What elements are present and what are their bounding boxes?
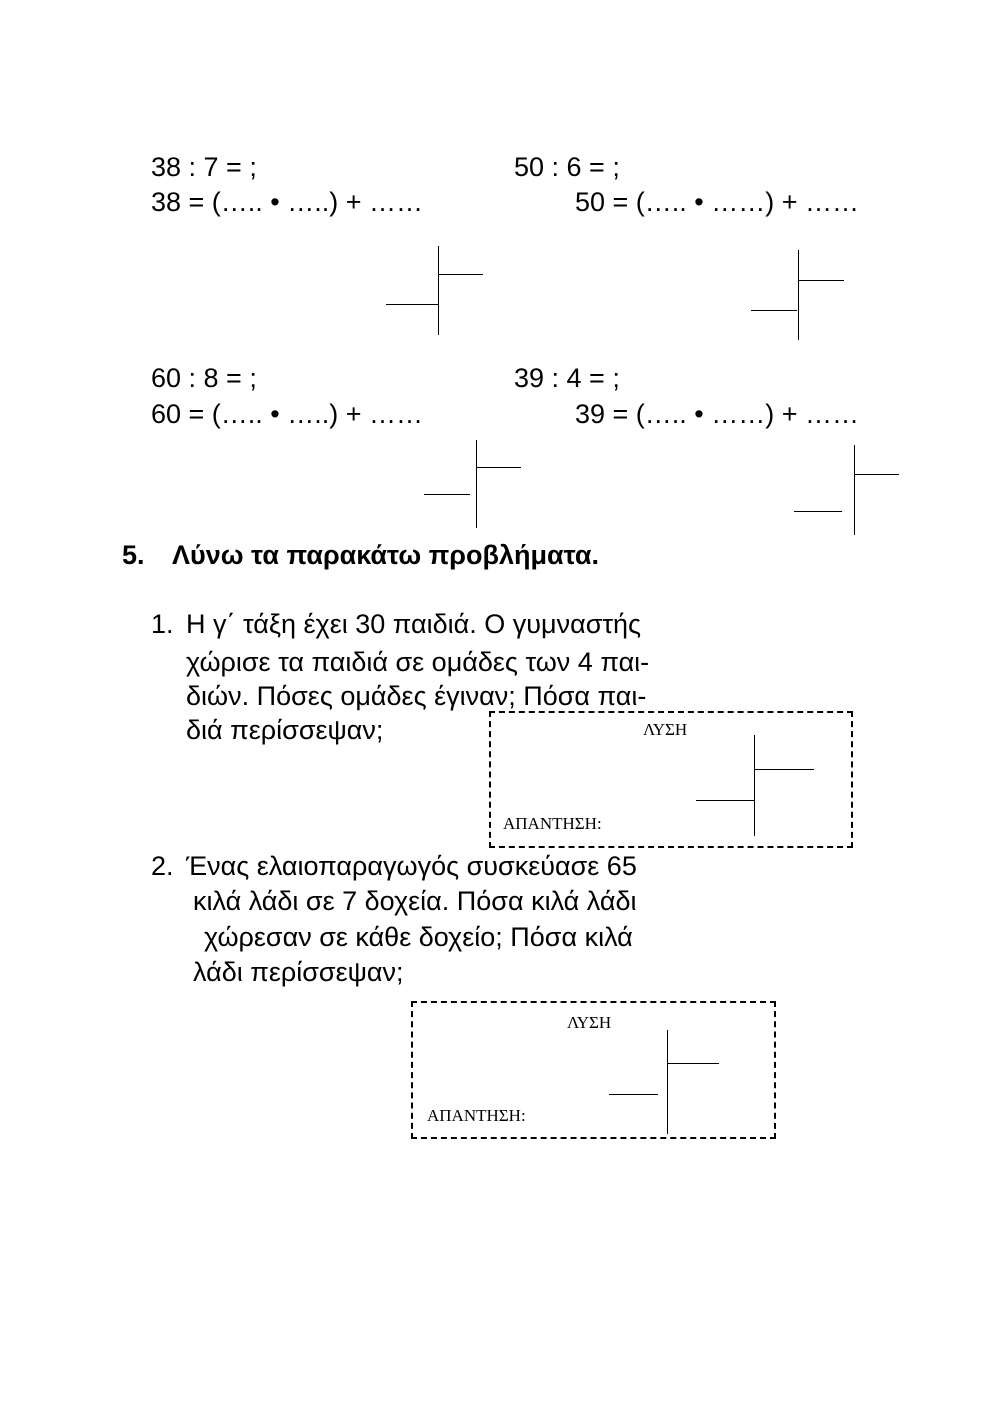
exercise-3-division: 60 : 8 = ;	[151, 363, 257, 393]
problem-2-line-4: λάδι περίσσεψαν;	[193, 957, 404, 987]
exercise-2-division: 50 : 6 = ;	[514, 152, 620, 182]
section-title: Λύνω τα παρακάτω προβλήματα.	[172, 540, 600, 570]
exercise-3-expansion: 60 = (….. • …..) + ……	[151, 399, 424, 429]
problem-1-line-4: διά περίσσεψαν;	[186, 715, 384, 745]
section-number: 5.	[122, 540, 145, 570]
problem-1-line-3: διών. Πόσες ομάδες έγιναν; Πόσα παι-	[186, 681, 647, 711]
exercise-1-expansion: 38 = (….. • …..) + ……	[151, 187, 424, 217]
exercise-4-expansion: 39 = (….. • ……) + ……	[575, 399, 860, 429]
exercise-1-division: 38 : 7 = ;	[151, 152, 257, 182]
problem-2-line-1: Ένας ελαιοπαραγωγός συσκεύασε 65	[186, 851, 637, 881]
problem-1-solution-label: ΛΥΣΗ	[643, 720, 688, 739]
problem-2-number: 2.	[151, 851, 174, 881]
problem-1-answer-label: ΑΠΑΝΤΗΣΗ:	[503, 814, 602, 833]
problem-2-solution-label: ΛΥΣΗ	[567, 1013, 612, 1032]
problem-2-line-2: κιλά λάδι σε 7 δοχεία. Πόσα κιλά λάδι	[193, 886, 637, 916]
exercise-4-division: 39 : 4 = ;	[514, 363, 620, 393]
problem-1-line-2: χώρισε τα παιδιά σε ομάδες των 4 παι-	[186, 647, 650, 677]
problem-1-line-1: Η γ΄ τάξη έχει 30 παιδιά. Ο γυμναστής	[186, 609, 642, 639]
problem-2-line-3: χώρεσαν σε κάθε δοχείο; Πόσα κιλά	[204, 922, 633, 952]
problem-1-number: 1.	[151, 609, 174, 639]
problem-2-answer-label: ΑΠΑΝΤΗΣΗ:	[427, 1106, 526, 1125]
exercise-2-expansion: 50 = (….. • ……) + ……	[575, 187, 860, 217]
